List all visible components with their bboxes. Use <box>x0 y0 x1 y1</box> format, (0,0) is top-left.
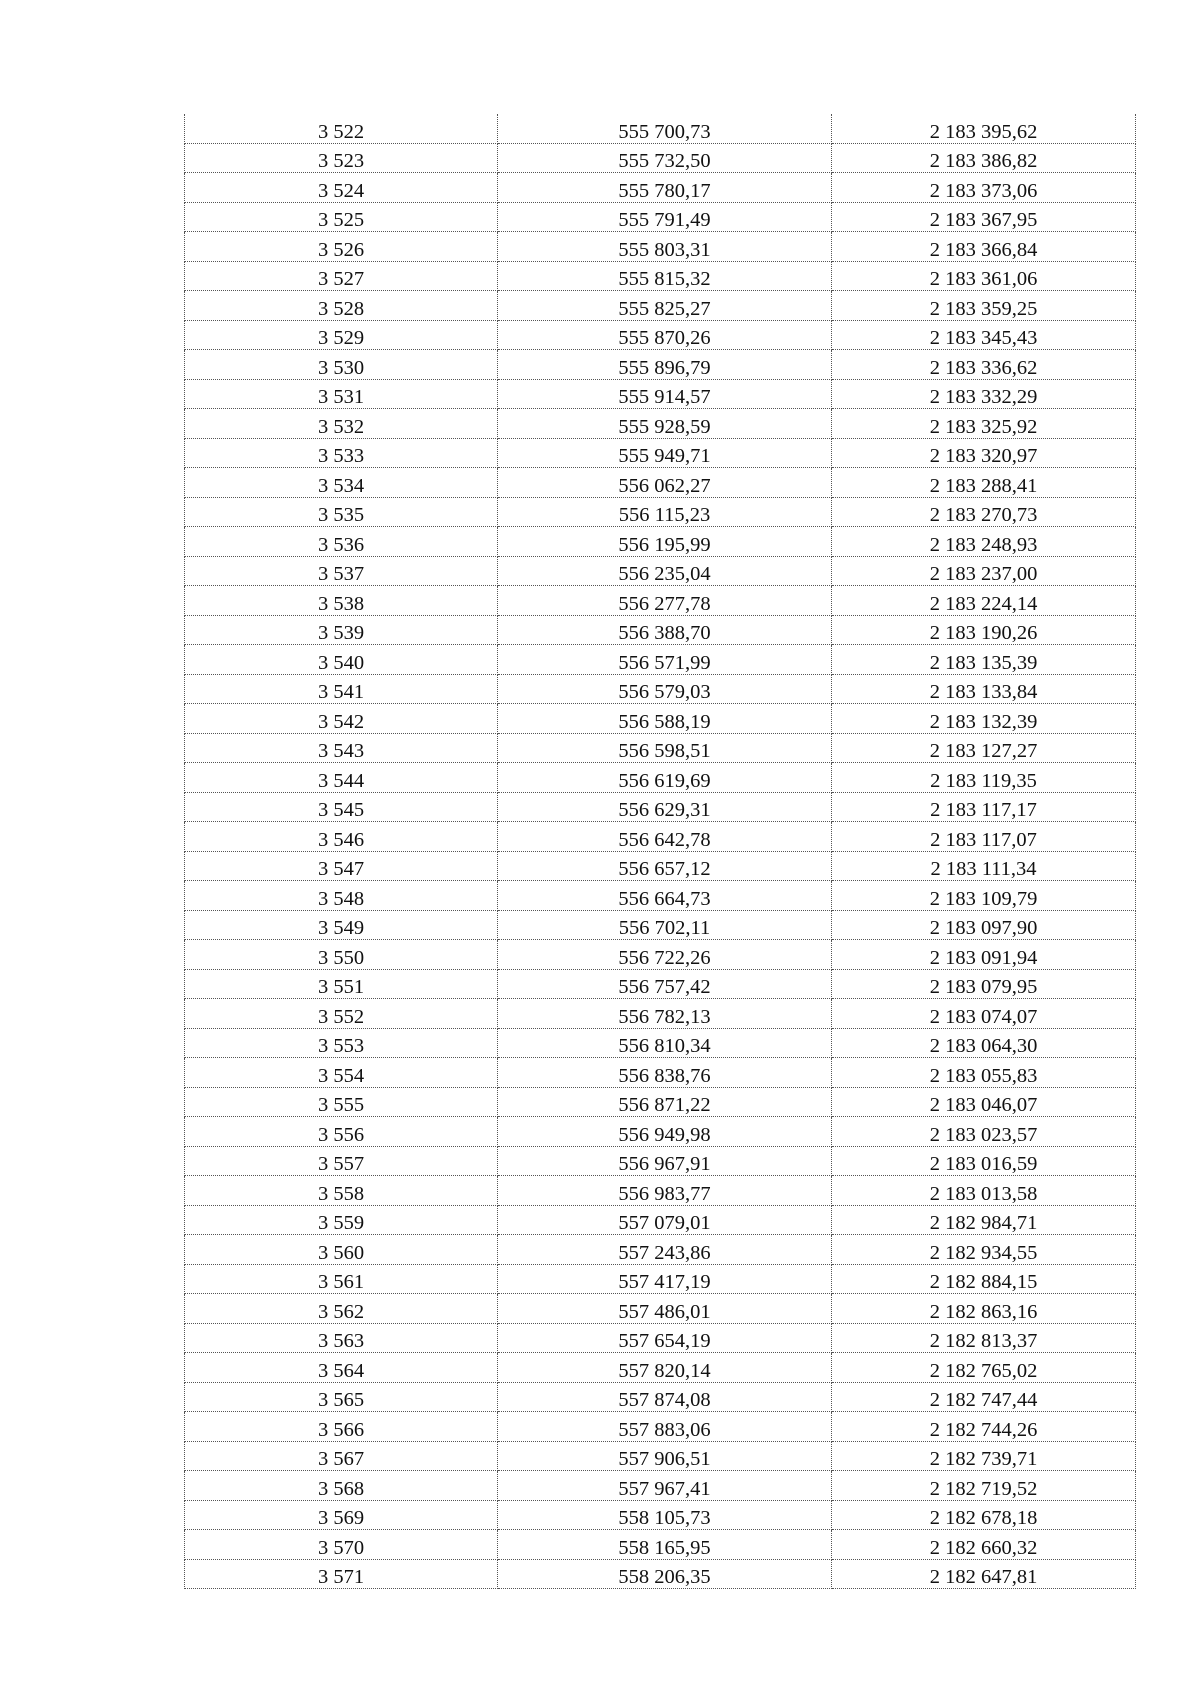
x-coordinate-cell: 556 702,11 <box>498 910 832 940</box>
x-coordinate-cell: 556 838,76 <box>498 1058 832 1088</box>
table-row <box>185 232 1136 262</box>
y-coordinate-cell: 2 183 332,29 <box>832 379 1136 409</box>
table-row <box>185 674 1136 704</box>
y-coordinate-cell: 2 183 224,14 <box>832 586 1136 616</box>
x-coordinate-cell: 556 967,91 <box>498 1146 832 1176</box>
y-coordinate-cell: 2 183 336,62 <box>832 350 1136 380</box>
y-coordinate-cell: 2 183 119,35 <box>832 763 1136 793</box>
table-row <box>185 497 1136 527</box>
x-coordinate-cell: 555 732,50 <box>498 143 832 173</box>
table-row <box>185 1382 1136 1412</box>
point-number-cell: 3 535 <box>185 497 498 527</box>
y-coordinate-cell: 2 182 863,16 <box>832 1294 1136 1324</box>
x-coordinate-cell: 557 906,51 <box>498 1441 832 1471</box>
point-number-cell: 3 527 <box>185 261 498 291</box>
point-number-cell: 3 536 <box>185 527 498 557</box>
x-coordinate-cell: 555 803,31 <box>498 232 832 262</box>
x-coordinate-cell: 555 780,17 <box>498 173 832 203</box>
point-number-cell: 3 547 <box>185 851 498 881</box>
x-coordinate-cell: 556 810,34 <box>498 1028 832 1058</box>
x-coordinate-cell: 556 757,42 <box>498 969 832 999</box>
point-number-cell: 3 529 <box>185 320 498 350</box>
table-row <box>185 1264 1136 1294</box>
y-coordinate-cell: 2 183 111,34 <box>832 851 1136 881</box>
x-coordinate-cell: 556 571,99 <box>498 645 832 675</box>
table-row <box>185 409 1136 439</box>
x-coordinate-cell: 556 062,27 <box>498 468 832 498</box>
point-number-cell: 3 569 <box>185 1500 498 1530</box>
table-row <box>185 320 1136 350</box>
table-row <box>185 1500 1136 1530</box>
point-number-cell: 3 533 <box>185 438 498 468</box>
y-coordinate-cell: 2 182 744,26 <box>832 1412 1136 1442</box>
y-coordinate-cell: 2 183 132,39 <box>832 704 1136 734</box>
y-coordinate-cell: 2 182 660,32 <box>832 1530 1136 1560</box>
table-row <box>185 940 1136 970</box>
table-row <box>185 468 1136 498</box>
x-coordinate-cell: 556 115,23 <box>498 497 832 527</box>
table-row <box>185 379 1136 409</box>
y-coordinate-cell: 2 183 133,84 <box>832 674 1136 704</box>
y-coordinate-cell: 2 182 739,71 <box>832 1441 1136 1471</box>
x-coordinate-cell: 556 983,77 <box>498 1176 832 1206</box>
table-row <box>185 527 1136 557</box>
point-number-cell: 3 528 <box>185 291 498 321</box>
table-row <box>185 615 1136 645</box>
table-row <box>185 556 1136 586</box>
table-row <box>185 114 1136 143</box>
y-coordinate-cell: 2 183 091,94 <box>832 940 1136 970</box>
table-row <box>185 1294 1136 1324</box>
table-row <box>185 645 1136 675</box>
x-coordinate-cell: 556 235,04 <box>498 556 832 586</box>
x-coordinate-cell: 555 914,57 <box>498 379 832 409</box>
x-coordinate-cell: 557 967,41 <box>498 1471 832 1501</box>
y-coordinate-cell: 2 183 395,62 <box>832 114 1136 143</box>
x-coordinate-cell: 555 949,71 <box>498 438 832 468</box>
y-coordinate-cell: 2 183 046,07 <box>832 1087 1136 1117</box>
x-coordinate-cell: 557 079,01 <box>498 1205 832 1235</box>
y-coordinate-cell: 2 183 320,97 <box>832 438 1136 468</box>
y-coordinate-cell: 2 183 055,83 <box>832 1058 1136 1088</box>
x-coordinate-cell: 558 165,95 <box>498 1530 832 1560</box>
y-coordinate-cell: 2 182 765,02 <box>832 1353 1136 1383</box>
table-row <box>185 1412 1136 1442</box>
table-row <box>185 1146 1136 1176</box>
table-row <box>185 733 1136 763</box>
point-number-cell: 3 564 <box>185 1353 498 1383</box>
x-coordinate-cell: 555 791,49 <box>498 202 832 232</box>
table-row <box>185 881 1136 911</box>
y-coordinate-cell: 2 183 013,58 <box>832 1176 1136 1206</box>
x-coordinate-cell: 556 782,13 <box>498 999 832 1029</box>
table-row <box>185 851 1136 881</box>
point-number-cell: 3 560 <box>185 1235 498 1265</box>
point-number-cell: 3 571 <box>185 1559 498 1589</box>
table-row <box>185 202 1136 232</box>
y-coordinate-cell: 2 183 367,95 <box>832 202 1136 232</box>
table-row <box>185 1323 1136 1353</box>
x-coordinate-cell: 557 654,19 <box>498 1323 832 1353</box>
y-coordinate-cell: 2 183 237,00 <box>832 556 1136 586</box>
point-number-cell: 3 566 <box>185 1412 498 1442</box>
y-coordinate-cell: 2 183 097,90 <box>832 910 1136 940</box>
y-coordinate-cell: 2 182 813,37 <box>832 1323 1136 1353</box>
y-coordinate-cell: 2 183 288,41 <box>832 468 1136 498</box>
table-row <box>185 763 1136 793</box>
y-coordinate-cell: 2 183 373,06 <box>832 173 1136 203</box>
coordinates-table-body <box>185 114 1136 1589</box>
table-row <box>185 822 1136 852</box>
y-coordinate-cell: 2 183 361,06 <box>832 261 1136 291</box>
x-coordinate-cell: 556 722,26 <box>498 940 832 970</box>
point-number-cell: 3 557 <box>185 1146 498 1176</box>
y-coordinate-cell: 2 183 117,07 <box>832 822 1136 852</box>
y-coordinate-cell: 2 183 127,27 <box>832 733 1136 763</box>
point-number-cell: 3 548 <box>185 881 498 911</box>
point-number-cell: 3 556 <box>185 1117 498 1147</box>
table-row <box>185 1058 1136 1088</box>
y-coordinate-cell: 2 183 023,57 <box>832 1117 1136 1147</box>
table-row <box>185 1117 1136 1147</box>
x-coordinate-cell: 556 588,19 <box>498 704 832 734</box>
y-coordinate-cell: 2 183 190,26 <box>832 615 1136 645</box>
y-coordinate-cell: 2 183 359,25 <box>832 291 1136 321</box>
y-coordinate-cell: 2 182 647,81 <box>832 1559 1136 1589</box>
y-coordinate-cell: 2 182 747,44 <box>832 1382 1136 1412</box>
x-coordinate-cell: 555 700,73 <box>498 114 832 143</box>
table-row <box>185 291 1136 321</box>
point-number-cell: 3 563 <box>185 1323 498 1353</box>
table-row <box>185 1353 1136 1383</box>
point-number-cell: 3 544 <box>185 763 498 793</box>
x-coordinate-cell: 558 105,73 <box>498 1500 832 1530</box>
y-coordinate-cell: 2 183 079,95 <box>832 969 1136 999</box>
table-row <box>185 999 1136 1029</box>
point-number-cell: 3 534 <box>185 468 498 498</box>
table-row <box>185 910 1136 940</box>
y-coordinate-cell: 2 183 064,30 <box>832 1028 1136 1058</box>
point-number-cell: 3 525 <box>185 202 498 232</box>
y-coordinate-cell: 2 183 386,82 <box>832 143 1136 173</box>
point-number-cell: 3 554 <box>185 1058 498 1088</box>
y-coordinate-cell: 2 183 325,92 <box>832 409 1136 439</box>
x-coordinate-cell: 558 206,35 <box>498 1559 832 1589</box>
table-row <box>185 438 1136 468</box>
x-coordinate-cell: 555 870,26 <box>498 320 832 350</box>
table-row <box>185 1471 1136 1501</box>
table-row <box>185 704 1136 734</box>
x-coordinate-cell: 556 949,98 <box>498 1117 832 1147</box>
point-number-cell: 3 522 <box>185 114 498 143</box>
point-number-cell: 3 562 <box>185 1294 498 1324</box>
x-coordinate-cell: 556 195,99 <box>498 527 832 557</box>
table-row <box>185 1559 1136 1589</box>
x-coordinate-cell: 556 871,22 <box>498 1087 832 1117</box>
table-row <box>185 792 1136 822</box>
point-number-cell: 3 538 <box>185 586 498 616</box>
table-row <box>185 1087 1136 1117</box>
x-coordinate-cell: 555 928,59 <box>498 409 832 439</box>
table-row <box>185 1028 1136 1058</box>
x-coordinate-cell: 556 579,03 <box>498 674 832 704</box>
x-coordinate-cell: 557 883,06 <box>498 1412 832 1442</box>
y-coordinate-cell: 2 182 719,52 <box>832 1471 1136 1501</box>
x-coordinate-cell: 555 815,32 <box>498 261 832 291</box>
table-row <box>185 143 1136 173</box>
point-number-cell: 3 543 <box>185 733 498 763</box>
point-number-cell: 3 568 <box>185 1471 498 1501</box>
x-coordinate-cell: 557 417,19 <box>498 1264 832 1294</box>
table-row <box>185 350 1136 380</box>
x-coordinate-cell: 556 619,69 <box>498 763 832 793</box>
point-number-cell: 3 541 <box>185 674 498 704</box>
y-coordinate-cell: 2 182 884,15 <box>832 1264 1136 1294</box>
x-coordinate-cell: 555 896,79 <box>498 350 832 380</box>
x-coordinate-cell: 555 825,27 <box>498 291 832 321</box>
point-number-cell: 3 570 <box>185 1530 498 1560</box>
table-row <box>185 1530 1136 1560</box>
point-number-cell: 3 532 <box>185 409 498 439</box>
point-number-cell: 3 565 <box>185 1382 498 1412</box>
point-number-cell: 3 530 <box>185 350 498 380</box>
y-coordinate-cell: 2 182 984,71 <box>832 1205 1136 1235</box>
y-coordinate-cell: 2 183 248,93 <box>832 527 1136 557</box>
y-coordinate-cell: 2 183 074,07 <box>832 999 1136 1029</box>
y-coordinate-cell: 2 182 678,18 <box>832 1500 1136 1530</box>
point-number-cell: 3 526 <box>185 232 498 262</box>
y-coordinate-cell: 2 183 117,17 <box>832 792 1136 822</box>
x-coordinate-cell: 556 277,78 <box>498 586 832 616</box>
point-number-cell: 3 542 <box>185 704 498 734</box>
point-number-cell: 3 549 <box>185 910 498 940</box>
x-coordinate-cell: 557 486,01 <box>498 1294 832 1324</box>
y-coordinate-cell: 2 183 270,73 <box>832 497 1136 527</box>
table-row <box>185 969 1136 999</box>
point-number-cell: 3 551 <box>185 969 498 999</box>
table-row <box>185 173 1136 203</box>
x-coordinate-cell: 556 664,73 <box>498 881 832 911</box>
point-number-cell: 3 555 <box>185 1087 498 1117</box>
point-number-cell: 3 553 <box>185 1028 498 1058</box>
y-coordinate-cell: 2 183 135,39 <box>832 645 1136 675</box>
table-row <box>185 1235 1136 1265</box>
x-coordinate-cell: 556 657,12 <box>498 851 832 881</box>
y-coordinate-cell: 2 183 016,59 <box>832 1146 1136 1176</box>
x-coordinate-cell: 557 820,14 <box>498 1353 832 1383</box>
point-number-cell: 3 552 <box>185 999 498 1029</box>
point-number-cell: 3 545 <box>185 792 498 822</box>
x-coordinate-cell: 556 388,70 <box>498 615 832 645</box>
point-number-cell: 3 567 <box>185 1441 498 1471</box>
point-number-cell: 3 540 <box>185 645 498 675</box>
point-number-cell: 3 558 <box>185 1176 498 1206</box>
point-number-cell: 3 537 <box>185 556 498 586</box>
point-number-cell: 3 559 <box>185 1205 498 1235</box>
point-number-cell: 3 539 <box>185 615 498 645</box>
y-coordinate-cell: 2 183 109,79 <box>832 881 1136 911</box>
x-coordinate-cell: 557 874,08 <box>498 1382 832 1412</box>
table-row <box>185 1205 1136 1235</box>
table-row <box>185 586 1136 616</box>
x-coordinate-cell: 556 629,31 <box>498 792 832 822</box>
x-coordinate-cell: 557 243,86 <box>498 1235 832 1265</box>
table-row <box>185 1176 1136 1206</box>
point-number-cell: 3 523 <box>185 143 498 173</box>
table-row <box>185 261 1136 291</box>
point-number-cell: 3 546 <box>185 822 498 852</box>
coordinates-table <box>184 114 1136 1589</box>
y-coordinate-cell: 2 183 366,84 <box>832 232 1136 262</box>
point-number-cell: 3 524 <box>185 173 498 203</box>
point-number-cell: 3 561 <box>185 1264 498 1294</box>
point-number-cell: 3 550 <box>185 940 498 970</box>
table-row <box>185 1441 1136 1471</box>
y-coordinate-cell: 2 182 934,55 <box>832 1235 1136 1265</box>
point-number-cell: 3 531 <box>185 379 498 409</box>
x-coordinate-cell: 556 642,78 <box>498 822 832 852</box>
y-coordinate-cell: 2 183 345,43 <box>832 320 1136 350</box>
x-coordinate-cell: 556 598,51 <box>498 733 832 763</box>
